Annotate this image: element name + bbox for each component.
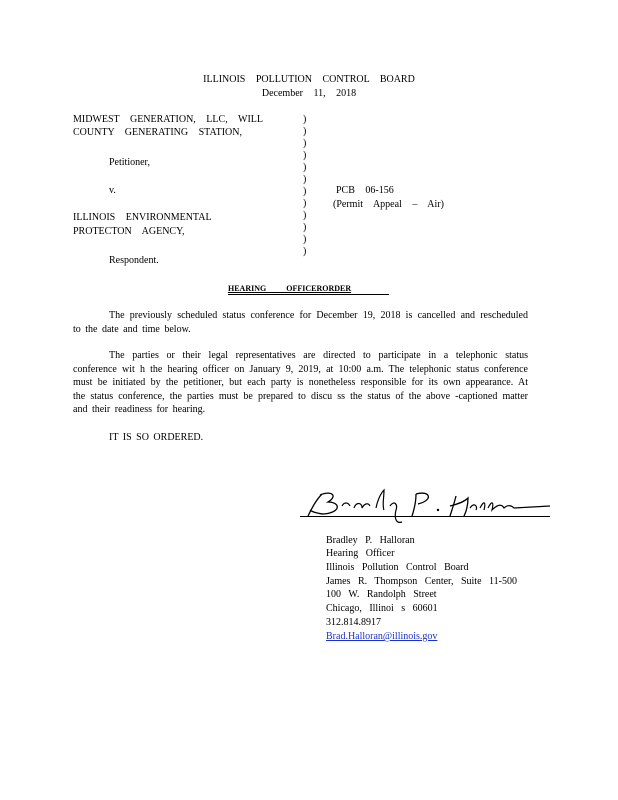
signer-name: Bradley P. Halloran: [326, 535, 415, 546]
petitioner-name-line1: MIDWEST GENERATION, LLC, WILL: [73, 114, 263, 125]
order-date: December 11, 2018: [261, 88, 357, 99]
signer-title: Hearing Officer: [326, 548, 395, 559]
address-line2: 100 W. Randolph Street: [326, 589, 437, 600]
respondent-name-line1: ILLINOIS ENVIRONMENTAL: [73, 212, 212, 223]
signer-organization: Illinois Pollution Control Board: [326, 562, 469, 573]
petitioner-name-line2: COUNTY GENERATING STATION,: [73, 127, 242, 138]
handwritten-signature: [298, 486, 554, 528]
signature-line: [300, 516, 550, 517]
order-title: HEARING OFFICERORDER: [228, 284, 352, 293]
address-line1: James R. Thompson Center, Suite 11-500: [326, 576, 517, 587]
respondent-name-line2: PROTECTON AGENCY,: [73, 226, 185, 237]
phone-number: 312.814.8917: [326, 617, 381, 628]
caption-parentheses: ) ) ) ) ) ) ) ) ) ) ) ): [303, 114, 307, 257]
address-city: Chicago, Illinoi s 60601: [326, 603, 438, 614]
case-type: (Permit Appeal – Air): [333, 199, 444, 210]
respondent-role: Respondent.: [109, 255, 159, 266]
closing-statement: IT IS SO ORDERED.: [109, 432, 204, 443]
svg-text:Bradley P. Halloran: Bradley P. Halloran: [302, 526, 310, 527]
order-title-underline: [228, 294, 389, 295]
petitioner-role: Petitioner,: [109, 157, 150, 168]
case-number: PCB 06-156: [336, 185, 394, 196]
email-link[interactable]: Brad.Halloran@illinois.gov: [326, 631, 438, 642]
board-title: ILLINOIS POLLUTION CONTROL BOARD: [203, 74, 415, 85]
paragraph-cancellation: The previously scheduled status conference for December 19, 2018 is cancelled and rescheduled to the date and time below.: [73, 310, 528, 335]
paragraph-telephonic-conference: The parties or their legal representatives are directed to participate in a telephonic status conference wit h the hearing officer on January 9, 2019, at 10:00 a.m. The telephonic status conference must be initiated by the petitioner, but each party is nonetheless responsible for its own appearance. At the status conference, the parties must be prepared to discu ss the status of the above -captioned matter and their readiness for hearing.: [73, 350, 528, 415]
versus: v.: [109, 185, 116, 196]
